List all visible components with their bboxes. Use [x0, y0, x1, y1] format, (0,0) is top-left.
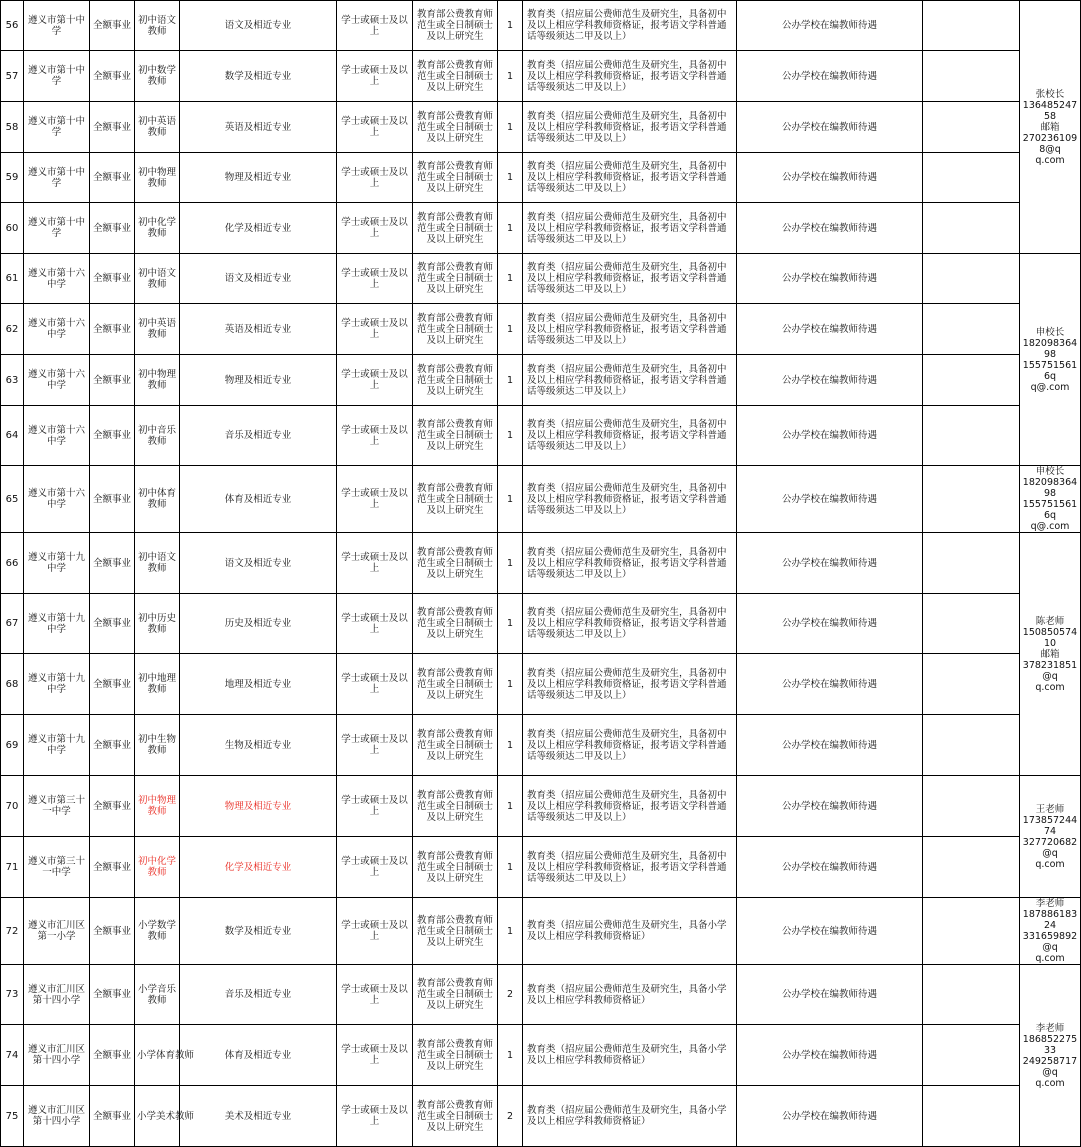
cell-blank — [923, 466, 1020, 533]
table-row — [1, 1086, 1081, 1147]
table-row — [1, 102, 1081, 153]
cell-degree: 学士或硕士及以上 — [337, 776, 413, 837]
cell-post: 初中语文教师 — [135, 254, 180, 304]
cell-req: 教育类（招应届公费师范生及研究生，具备初中及以上相应学科教师资格证，报考语文学科普通话等级须达二甲及以上） — [523, 406, 737, 466]
cell-req: 教育类（招应届公费师范生及研究生，具备初中及以上相应学科教师资格证，报考语文学科普通话等级须达二甲及以上） — [523, 533, 737, 594]
cell-unit: 遵义市第十九中学 — [24, 594, 90, 654]
cell-degree: 学士或硕士及以上 — [337, 102, 413, 153]
cell-contact — [1020, 466, 1081, 533]
contact-line: 李老师 — [1035, 1022, 1065, 1034]
table-row — [1, 533, 1081, 594]
table-row — [1, 466, 1081, 533]
cell-no: 61 — [1, 254, 24, 304]
cell-nature: 全额事业 — [90, 102, 135, 153]
cell-contact — [1020, 776, 1081, 898]
cell-nature: 全额事业 — [90, 355, 135, 406]
cell-post: 小学音乐教师 — [135, 965, 180, 1025]
cell-unit: 遵义市第十中学 — [24, 102, 90, 153]
cell-count: 1 — [498, 1025, 523, 1086]
cell-unit: 遵义市第十六中学 — [24, 304, 90, 355]
cell-req: 教育类（招应届公费师范生及研究生，具备小学及以上相应学科教师资格证） — [523, 965, 737, 1025]
cell-source: 教育部公费教育师范生或全日制硕士及以上研究生 — [413, 1, 498, 51]
cell-post: 初中数学教师 — [135, 51, 180, 102]
cell-blank — [923, 51, 1020, 102]
cell-unit: 遵义市第十六中学 — [24, 254, 90, 304]
cell-blank — [923, 654, 1020, 715]
cell-source: 教育部公费教育师范生或全日制硕士及以上研究生 — [413, 406, 498, 466]
table-row — [1, 594, 1081, 654]
cell-source: 教育部公费教育师范生或全日制硕士及以上研究生 — [413, 776, 498, 837]
cell-unit: 遵义市汇川区第十四小学 — [24, 1086, 90, 1147]
cell-req: 教育类（招应届公费师范生及研究生，具备初中及以上相应学科教师资格证，报考语文学科普通话等级须达二甲及以上） — [523, 254, 737, 304]
contact-line: 15085057410 — [1022, 626, 1078, 649]
cell-treat: 公办学校在编教师待遇 — [737, 715, 923, 776]
cell-count: 1 — [498, 654, 523, 715]
contact-line: 13648524758 — [1022, 99, 1078, 122]
cell-post: 初中物理教师 — [135, 776, 180, 837]
cell-count: 1 — [498, 466, 523, 533]
cell-nature: 全额事业 — [90, 898, 135, 965]
contact-line: 249258717@q — [1022, 1055, 1078, 1078]
contact-line: 王老师 — [1035, 803, 1065, 815]
contact-line: 邮箱 — [1040, 648, 1060, 660]
cell-source: 教育部公费教育师范生或全日制硕士及以上研究生 — [413, 898, 498, 965]
cell-nature: 全额事业 — [90, 153, 135, 203]
cell-nature: 全额事业 — [90, 715, 135, 776]
cell-degree: 学士或硕士及以上 — [337, 533, 413, 594]
cell-nature: 全额事业 — [90, 1025, 135, 1086]
cell-degree: 学士或硕士及以上 — [337, 254, 413, 304]
cell-treat: 公办学校在编教师待遇 — [737, 594, 923, 654]
cell-major: 数学及相近专业 — [180, 51, 337, 102]
cell-unit: 遵义市第三十一中学 — [24, 776, 90, 837]
cell-nature: 全额事业 — [90, 965, 135, 1025]
cell-count: 1 — [498, 776, 523, 837]
cell-nature: 全额事业 — [90, 654, 135, 715]
cell-treat: 公办学校在编教师待遇 — [737, 1, 923, 51]
cell-blank — [923, 776, 1020, 837]
cell-contact — [1020, 1, 1081, 254]
cell-source: 教育部公费教育师范生或全日制硕士及以上研究生 — [413, 51, 498, 102]
cell-source: 教育部公费教育师范生或全日制硕士及以上研究生 — [413, 715, 498, 776]
cell-blank — [923, 1086, 1020, 1147]
cell-unit: 遵义市第十九中学 — [24, 715, 90, 776]
cell-nature: 全额事业 — [90, 776, 135, 837]
cell-unit: 遵义市汇川区第十四小学 — [24, 965, 90, 1025]
cell-unit: 遵义市第十六中学 — [24, 355, 90, 406]
cell-req: 教育类（招应届公费师范生及研究生，具备初中及以上相应学科教师资格证，报考语文学科普通话等级须达二甲及以上） — [523, 102, 737, 153]
cell-req: 教育类（招应届公费师范生及研究生，具备小学及以上相应学科教师资格证） — [523, 1025, 737, 1086]
contact-line: 张校长 — [1035, 88, 1065, 100]
cell-treat: 公办学校在编教师待遇 — [737, 776, 923, 837]
cell-source: 教育部公费教育师范生或全日制硕士及以上研究生 — [413, 1086, 498, 1147]
cell-no: 74 — [1, 1025, 24, 1086]
cell-count: 1 — [498, 715, 523, 776]
contact-line: 17385724474 — [1022, 814, 1078, 837]
cell-post: 初中历史教师 — [135, 594, 180, 654]
cell-contact — [1020, 965, 1081, 1147]
cell-treat: 公办学校在编教师待遇 — [737, 254, 923, 304]
cell-post: 初中化学教师 — [135, 837, 180, 898]
contact-line: 陈老师 — [1035, 615, 1065, 627]
cell-major: 化学及相近专业 — [180, 203, 337, 254]
cell-post: 初中英语教师 — [135, 102, 180, 153]
cell-degree: 学士或硕士及以上 — [337, 837, 413, 898]
contact-line: 李老师 — [1035, 898, 1065, 909]
cell-treat: 公办学校在编教师待遇 — [737, 203, 923, 254]
cell-source: 教育部公费教育师范生或全日制硕士及以上研究生 — [413, 1025, 498, 1086]
contact-line: 331659892@q — [1022, 931, 1078, 953]
cell-nature: 全额事业 — [90, 304, 135, 355]
cell-unit: 遵义市第十六中学 — [24, 406, 90, 466]
contact-line: q.com — [1035, 681, 1065, 693]
cell-count: 1 — [498, 406, 523, 466]
contact-line: 327720682@q — [1022, 836, 1078, 859]
contact-line: 18209836498 — [1022, 477, 1078, 499]
contact-line: q.com — [1035, 154, 1065, 166]
cell-post: 小学体育教师 — [135, 1025, 180, 1086]
table-row — [1, 203, 1081, 254]
cell-major: 体育及相近专业 — [180, 1025, 337, 1086]
cell-major: 物理及相近专业 — [180, 355, 337, 406]
cell-unit: 遵义市第十六中学 — [24, 466, 90, 533]
cell-source: 教育部公费教育师范生或全日制硕士及以上研究生 — [413, 533, 498, 594]
cell-req: 教育类（招应届公费师范生及研究生，具备初中及以上相应学科教师资格证，报考语文学科普通话等级须达二甲及以上） — [523, 654, 737, 715]
cell-nature: 全额事业 — [90, 837, 135, 898]
cell-contact — [1020, 533, 1081, 776]
table-row — [1, 1025, 1081, 1086]
cell-req: 教育类（招应届公费师范生及研究生，具备小学及以上相应学科教师资格证） — [523, 898, 737, 965]
cell-unit: 遵义市汇川区第一小学 — [24, 898, 90, 965]
cell-req: 教育类（招应届公费师范生及研究生，具备初中及以上相应学科教师资格证，报考语文学科普通话等级须达二甲及以上） — [523, 837, 737, 898]
cell-treat: 公办学校在编教师待遇 — [737, 965, 923, 1025]
cell-no: 65 — [1, 466, 24, 533]
cell-no: 72 — [1, 898, 24, 965]
cell-degree: 学士或硕士及以上 — [337, 594, 413, 654]
cell-post: 初中体育教师 — [135, 466, 180, 533]
cell-treat: 公办学校在编教师待遇 — [737, 898, 923, 965]
cell-no: 66 — [1, 533, 24, 594]
cell-treat: 公办学校在编教师待遇 — [737, 1086, 923, 1147]
cell-source: 教育部公费教育师范生或全日制硕士及以上研究生 — [413, 466, 498, 533]
cell-post: 初中语文教师 — [135, 1, 180, 51]
cell-blank — [923, 203, 1020, 254]
cell-req: 教育类（招应届公费师范生及研究生，具备初中及以上相应学科教师资格证，报考语文学科普通话等级须达二甲及以上） — [523, 594, 737, 654]
cell-blank — [923, 1025, 1020, 1086]
cell-blank — [923, 355, 1020, 406]
cell-treat: 公办学校在编教师待遇 — [737, 51, 923, 102]
cell-req: 教育类（招应届公费师范生及研究生，具备初中及以上相应学科教师资格证，报考语文学科普通话等级须达二甲及以上） — [523, 776, 737, 837]
cell-no: 70 — [1, 776, 24, 837]
cell-major: 物理及相近专业 — [180, 776, 337, 837]
cell-source: 教育部公费教育师范生或全日制硕士及以上研究生 — [413, 304, 498, 355]
cell-degree: 学士或硕士及以上 — [337, 203, 413, 254]
table-row — [1, 51, 1081, 102]
table-row — [1, 406, 1081, 466]
table-row — [1, 1, 1081, 51]
cell-post: 初中地理教师 — [135, 654, 180, 715]
cell-count: 1 — [498, 533, 523, 594]
contact-line: 2702361098@q — [1022, 132, 1078, 155]
cell-blank — [923, 965, 1020, 1025]
cell-no: 62 — [1, 304, 24, 355]
cell-count: 1 — [498, 153, 523, 203]
cell-degree: 学士或硕士及以上 — [337, 406, 413, 466]
cell-count: 1 — [498, 51, 523, 102]
cell-req: 教育类（招应届公费师范生及研究生，具备初中及以上相应学科教师资格证，报考语文学科普通话等级须达二甲及以上） — [523, 51, 737, 102]
contact-line: 邮箱 — [1040, 121, 1060, 133]
cell-degree: 学士或硕士及以上 — [337, 715, 413, 776]
cell-req: 教育类（招应届公费师范生及研究生，具备初中及以上相应学科教师资格证，报考语文学科普通话等级须达二甲及以上） — [523, 153, 737, 203]
cell-blank — [923, 304, 1020, 355]
cell-unit: 遵义市第十中学 — [24, 203, 90, 254]
contact-line: q.com — [1035, 858, 1065, 870]
cell-treat: 公办学校在编教师待遇 — [737, 654, 923, 715]
cell-count: 1 — [498, 837, 523, 898]
contact-line: q@.com — [1030, 381, 1070, 393]
table-row — [1, 965, 1081, 1025]
cell-count: 1 — [498, 355, 523, 406]
table-body — [1, 1, 1081, 1147]
cell-req: 教育类（招应届公费师范生及研究生，具备初中及以上相应学科教师资格证，报考语文学科普通话等级须达二甲及以上） — [523, 304, 737, 355]
cell-req: 教育类（招应届公费师范生及研究生，具备初中及以上相应学科教师资格证，报考语文学科普通话等级须达二甲及以上） — [523, 466, 737, 533]
cell-source: 教育部公费教育师范生或全日制硕士及以上研究生 — [413, 102, 498, 153]
cell-count: 2 — [498, 965, 523, 1025]
cell-post: 初中物理教师 — [135, 355, 180, 406]
cell-degree: 学士或硕士及以上 — [337, 51, 413, 102]
cell-blank — [923, 898, 1020, 965]
cell-blank — [923, 1, 1020, 51]
cell-req: 教育类（招应届公费师范生及研究生，具备初中及以上相应学科教师资格证，报考语文学科普通话等级须达二甲及以上） — [523, 355, 737, 406]
cell-degree: 学士或硕士及以上 — [337, 898, 413, 965]
cell-nature: 全额事业 — [90, 466, 135, 533]
cell-post: 小学美术教师 — [135, 1086, 180, 1147]
cell-req: 教育类（招应届公费师范生及研究生，具备初中及以上相应学科教师资格证，报考语文学科普通话等级须达二甲及以上） — [523, 203, 737, 254]
contact-line: 1557515616q — [1022, 359, 1078, 382]
cell-req: 教育类（招应届公费师范生及研究生，具备初中及以上相应学科教师资格证，报考语文学科普通话等级须达二甲及以上） — [523, 715, 737, 776]
cell-blank — [923, 594, 1020, 654]
cell-req: 教育类（招应届公费师范生及研究生，具备小学及以上相应学科教师资格证） — [523, 1086, 737, 1147]
cell-unit: 遵义市第十九中学 — [24, 533, 90, 594]
cell-req: 教育类（招应届公费师范生及研究生，具备初中及以上相应学科教师资格证，报考语文学科普通话等级须达二甲及以上） — [523, 1, 737, 51]
cell-count: 2 — [498, 1086, 523, 1147]
contact-line: 18788618324 — [1022, 909, 1078, 931]
cell-major: 语文及相近专业 — [180, 1, 337, 51]
cell-source: 教育部公费教育师范生或全日制硕士及以上研究生 — [413, 254, 498, 304]
cell-major: 数学及相近专业 — [180, 898, 337, 965]
cell-degree: 学士或硕士及以上 — [337, 1, 413, 51]
cell-treat: 公办学校在编教师待遇 — [737, 406, 923, 466]
cell-unit: 遵义市第十九中学 — [24, 654, 90, 715]
cell-count: 1 — [498, 304, 523, 355]
cell-blank — [923, 254, 1020, 304]
cell-treat: 公办学校在编教师待遇 — [737, 153, 923, 203]
cell-nature: 全额事业 — [90, 594, 135, 654]
cell-treat: 公办学校在编教师待遇 — [737, 466, 923, 533]
contact-line: q.com — [1035, 953, 1065, 964]
contact-line: q.com — [1035, 1077, 1065, 1089]
cell-no: 75 — [1, 1086, 24, 1147]
contact-line: 申校长 — [1035, 466, 1065, 477]
cell-blank — [923, 533, 1020, 594]
cell-post: 初中化学教师 — [135, 203, 180, 254]
cell-unit: 遵义市第十中学 — [24, 51, 90, 102]
cell-major: 化学及相近专业 — [180, 837, 337, 898]
cell-unit: 遵义市汇川区第十四小学 — [24, 1025, 90, 1086]
cell-treat: 公办学校在编教师待遇 — [737, 837, 923, 898]
cell-blank — [923, 715, 1020, 776]
table-row — [1, 304, 1081, 355]
contact-line: 申校长 — [1035, 326, 1065, 338]
cell-unit: 遵义市第十中学 — [24, 153, 90, 203]
cell-source: 教育部公费教育师范生或全日制硕士及以上研究生 — [413, 594, 498, 654]
cell-post: 初中生物教师 — [135, 715, 180, 776]
cell-nature: 全额事业 — [90, 254, 135, 304]
cell-no: 63 — [1, 355, 24, 406]
cell-source: 教育部公费教育师范生或全日制硕士及以上研究生 — [413, 203, 498, 254]
cell-nature: 全额事业 — [90, 406, 135, 466]
cell-degree: 学士或硕士及以上 — [337, 304, 413, 355]
cell-degree: 学士或硕士及以上 — [337, 355, 413, 406]
cell-nature: 全额事业 — [90, 1086, 135, 1147]
cell-source: 教育部公费教育师范生或全日制硕士及以上研究生 — [413, 837, 498, 898]
cell-source: 教育部公费教育师范生或全日制硕士及以上研究生 — [413, 355, 498, 406]
cell-source: 教育部公费教育师范生或全日制硕士及以上研究生 — [413, 654, 498, 715]
cell-count: 1 — [498, 102, 523, 153]
cell-degree: 学士或硕士及以上 — [337, 1086, 413, 1147]
cell-major: 生物及相近专业 — [180, 715, 337, 776]
cell-treat: 公办学校在编教师待遇 — [737, 355, 923, 406]
cell-contact — [1020, 254, 1081, 466]
cell-unit: 遵义市第三十一中学 — [24, 837, 90, 898]
cell-no: 57 — [1, 51, 24, 102]
contact-line: 18685227533 — [1022, 1033, 1078, 1056]
cell-major: 音乐及相近专业 — [180, 406, 337, 466]
cell-no: 64 — [1, 406, 24, 466]
cell-treat: 公办学校在编教师待遇 — [737, 304, 923, 355]
table-row — [1, 837, 1081, 898]
contact-line: 378231851@q — [1022, 659, 1078, 682]
cell-degree: 学士或硕士及以上 — [337, 965, 413, 1025]
cell-degree: 学士或硕士及以上 — [337, 466, 413, 533]
cell-major: 地理及相近专业 — [180, 654, 337, 715]
cell-nature: 全额事业 — [90, 51, 135, 102]
cell-blank — [923, 837, 1020, 898]
table-row — [1, 898, 1081, 965]
cell-major: 音乐及相近专业 — [180, 965, 337, 1025]
cell-no: 67 — [1, 594, 24, 654]
cell-post: 初中语文教师 — [135, 533, 180, 594]
cell-no: 58 — [1, 102, 24, 153]
cell-degree: 学士或硕士及以上 — [337, 153, 413, 203]
cell-no: 73 — [1, 965, 24, 1025]
table-row — [1, 254, 1081, 304]
cell-count: 1 — [498, 898, 523, 965]
cell-post: 初中音乐教师 — [135, 406, 180, 466]
cell-nature: 全额事业 — [90, 533, 135, 594]
cell-blank — [923, 406, 1020, 466]
cell-count: 1 — [498, 1, 523, 51]
cell-nature: 全额事业 — [90, 203, 135, 254]
table-row — [1, 654, 1081, 715]
cell-treat: 公办学校在编教师待遇 — [737, 1025, 923, 1086]
table-row — [1, 715, 1081, 776]
cell-degree: 学士或硕士及以上 — [337, 1025, 413, 1086]
cell-post: 初中物理教师 — [135, 153, 180, 203]
cell-count: 1 — [498, 203, 523, 254]
table-row — [1, 153, 1081, 203]
cell-major: 英语及相近专业 — [180, 102, 337, 153]
cell-no: 60 — [1, 203, 24, 254]
cell-no: 59 — [1, 153, 24, 203]
cell-treat: 公办学校在编教师待遇 — [737, 102, 923, 153]
cell-source: 教育部公费教育师范生或全日制硕士及以上研究生 — [413, 153, 498, 203]
cell-count: 1 — [498, 254, 523, 304]
cell-degree: 学士或硕士及以上 — [337, 654, 413, 715]
cell-unit: 遵义市第十中学 — [24, 1, 90, 51]
cell-major: 语文及相近专业 — [180, 254, 337, 304]
cell-no: 71 — [1, 837, 24, 898]
cell-major: 物理及相近专业 — [180, 153, 337, 203]
cell-major: 英语及相近专业 — [180, 304, 337, 355]
cell-nature: 全额事业 — [90, 1, 135, 51]
cell-major: 体育及相近专业 — [180, 466, 337, 533]
table-row — [1, 776, 1081, 837]
contact-line: 1557515616q — [1022, 499, 1078, 521]
table-row — [1, 355, 1081, 406]
cell-source: 教育部公费教育师范生或全日制硕士及以上研究生 — [413, 965, 498, 1025]
contact-line: q@.com — [1030, 521, 1070, 532]
cell-contact — [1020, 898, 1081, 965]
cell-major: 历史及相近专业 — [180, 594, 337, 654]
cell-post: 初中英语教师 — [135, 304, 180, 355]
cell-post: 小学数学教师 — [135, 898, 180, 965]
cell-no: 68 — [1, 654, 24, 715]
cell-blank — [923, 102, 1020, 153]
cell-count: 1 — [498, 594, 523, 654]
contact-line: 18209836498 — [1022, 337, 1078, 360]
cell-no: 69 — [1, 715, 24, 776]
cell-no: 56 — [1, 1, 24, 51]
cell-treat: 公办学校在编教师待遇 — [737, 533, 923, 594]
cell-blank — [923, 153, 1020, 203]
cell-major: 美术及相近专业 — [180, 1086, 337, 1147]
cell-major: 语文及相近专业 — [180, 533, 337, 594]
